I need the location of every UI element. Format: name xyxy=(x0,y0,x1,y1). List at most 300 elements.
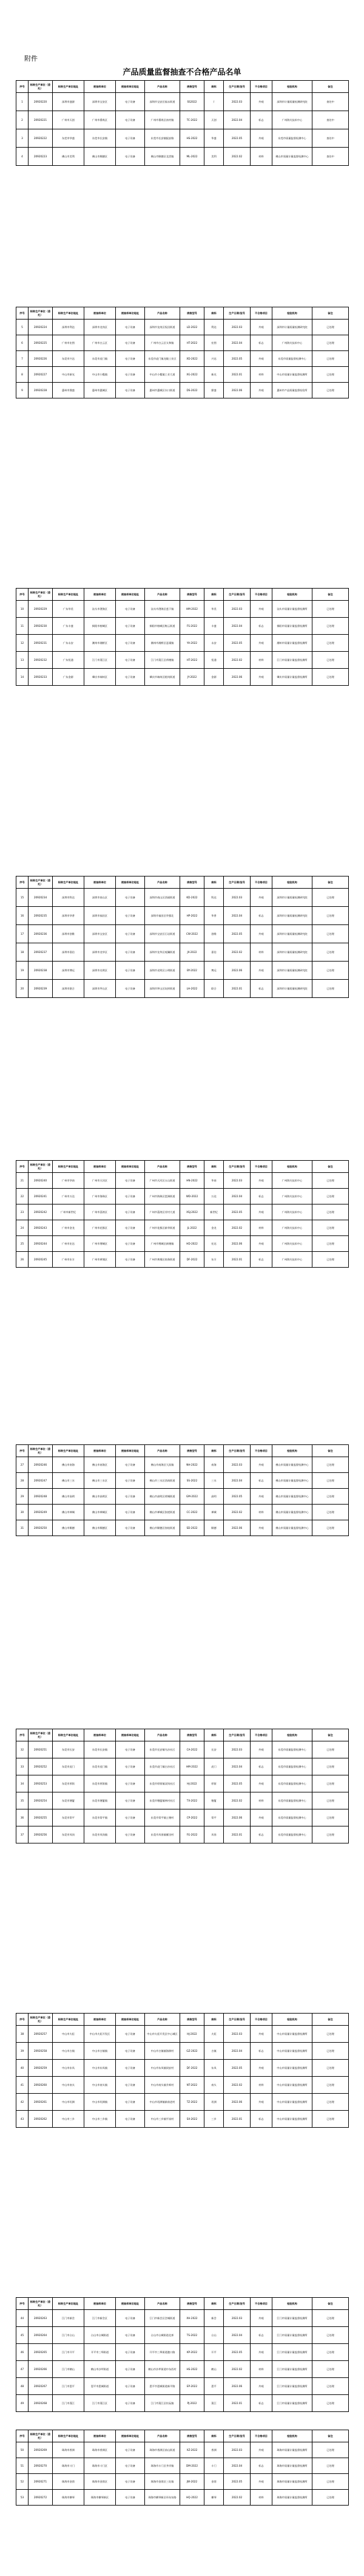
table-cell: 江门市蓬江区 xyxy=(84,2395,116,2412)
column-header: 检验机构 xyxy=(272,876,312,889)
table-cell: 2022.04 xyxy=(224,1189,251,1204)
table-row xyxy=(16,1189,349,1204)
table-cell: 联合 xyxy=(204,980,224,998)
table-cell: KP-2022 xyxy=(180,2344,204,2361)
table-cell: 东莞市华盛 xyxy=(53,129,84,148)
column-header: 产品名称 xyxy=(145,876,180,889)
table-cell: 2022.03 xyxy=(224,93,251,111)
table-cell: 珠海市金湾区 xyxy=(84,2474,116,2490)
table-cell: 江门市蓬江 xyxy=(53,2395,84,2412)
table-cell: 47 xyxy=(16,2361,29,2378)
table-cell: 广州市黄埔区 xyxy=(84,1252,116,1268)
table-cell: 电子设备 xyxy=(116,907,145,925)
table-cell: 48 xyxy=(16,2378,29,2395)
table-cell: 东莞市虎门镇 xyxy=(84,1758,116,1775)
table-cell: 2022.02 xyxy=(224,652,251,669)
table-cell: 20920269 xyxy=(29,2442,53,2458)
column-header: 商标 xyxy=(204,876,224,889)
table-cell: 2022.04 xyxy=(224,335,251,351)
table-cell: 广州市白云区太和镇 xyxy=(145,335,180,351)
table-cell: 广州市白云区 xyxy=(84,335,116,351)
table-cell: 20920239 xyxy=(29,980,53,998)
table-cell: 20920241 xyxy=(29,1189,53,1204)
table-cell: 已处理 xyxy=(312,2490,349,2506)
table-cell: 深圳市龙华区观澜街道 xyxy=(145,943,180,962)
table-row xyxy=(16,925,349,943)
table-cell: 金源 xyxy=(204,669,224,686)
column-header: 标称生产单位（委托） xyxy=(29,1729,53,1741)
column-header: 规格型号 xyxy=(180,307,204,319)
table-row xyxy=(16,1758,349,1775)
table-row xyxy=(16,2111,349,2128)
table-cell: 36 xyxy=(16,1809,29,1826)
table-cell: 东莞市塘厦 xyxy=(53,1792,84,1809)
table-row xyxy=(16,669,349,686)
table-cell: HJ-2022 xyxy=(180,1775,204,1792)
table-cell: 中山市新光 xyxy=(53,367,84,383)
table-row xyxy=(16,943,349,962)
table-cell: 20920247 xyxy=(29,1473,53,1489)
table-cell: 凤岗 xyxy=(204,1826,224,1843)
table-cell: 中山市质量计量监督检测所 xyxy=(272,2043,312,2060)
table-cell: 13 xyxy=(16,652,29,669)
table-cell: 禅城 xyxy=(204,1505,224,1520)
table-cell: 材料 xyxy=(251,1792,272,1809)
table-row xyxy=(16,601,349,618)
table-cell: 20920259 xyxy=(29,2060,53,2077)
table-cell: 2022.06 xyxy=(224,2378,251,2395)
table-cell: 长安 xyxy=(204,1741,224,1758)
column-header: 标称生产单位（委托） xyxy=(29,1445,53,1457)
column-header: 序号 xyxy=(16,876,29,889)
column-header: 不合格项目 xyxy=(251,1729,272,1741)
table-row xyxy=(16,907,349,925)
table-cell: 标志 xyxy=(251,1189,272,1204)
table-cell: 电子设备 xyxy=(116,2026,145,2043)
column-header: 被抽样单位地址 xyxy=(116,2014,145,2026)
column-header: 生产日期/批号 xyxy=(224,2430,251,2442)
table-cell: 广州市宏图 xyxy=(53,335,84,351)
table-cell: 深圳市宝安区 xyxy=(84,93,116,111)
table-cell: 外观 xyxy=(251,2310,272,2327)
table-cell: 20920232 xyxy=(29,652,53,669)
table-cell: 深圳市宝安区石岩街道 xyxy=(145,925,180,943)
table-cell: 材料 xyxy=(251,2077,272,2094)
table-cell: 广州市增城区新塘镇 xyxy=(145,1236,180,1252)
table-cell: 深圳市计量质量检测研究院 xyxy=(272,962,312,980)
table-row xyxy=(16,2344,349,2361)
table-cell: 江门市质量计量监督检测所 xyxy=(272,652,312,669)
table-cell: 2022.02 xyxy=(224,1220,251,1236)
table-cell: 中山市火炬开发区中心城区 xyxy=(145,2026,180,2043)
table-cell: 2022.05 xyxy=(224,1775,251,1792)
table-cell: 电子设备 xyxy=(116,1173,145,1189)
table-cell: 博远 xyxy=(204,962,224,980)
table-cell: 揭阳市质量计量监督检测所 xyxy=(272,618,312,635)
table-cell: 鼎盛 xyxy=(204,383,224,398)
column-header: 标称生产单位（委托） xyxy=(29,876,53,889)
table-cell: 鹤山 xyxy=(204,2361,224,2378)
column-header: 生产日期/批号 xyxy=(224,307,251,319)
table-cell: 1 xyxy=(16,93,29,111)
table-cell: 查处中 xyxy=(312,111,349,129)
column-header: 生产日期/批号 xyxy=(224,2298,251,2310)
table-cell: 已处理 xyxy=(312,980,349,998)
table-cell: 东莞市厚街镇双岗社区 xyxy=(145,1775,180,1792)
table-cell: 潮州市质量计量监督检测所 xyxy=(272,635,312,652)
column-header: 标称生产单位（委托） xyxy=(29,2014,53,2026)
column-header: 被抽样单位 xyxy=(84,589,116,601)
column-header: 规格型号 xyxy=(180,2298,204,2310)
column-header: 序号 xyxy=(16,1161,29,1173)
table-page-9 xyxy=(16,2297,348,2412)
table-cell: 6 xyxy=(16,335,29,351)
column-header: 检验机构 xyxy=(272,1445,312,1457)
table-cell: TZ-2022 xyxy=(180,2094,204,2111)
table-cell: 深圳市光明区公明街道 xyxy=(145,962,180,980)
table-cell: 2022.02 xyxy=(224,943,251,962)
table-cell: 东莞市常平镇土塘村 xyxy=(145,1809,180,1826)
table-cell: 外观 xyxy=(251,383,272,398)
table-row xyxy=(16,2490,349,2506)
table-cell: 深圳市科达 xyxy=(53,889,84,907)
table-cell: 已处理 xyxy=(312,1457,349,1473)
table-cell: 20920231 xyxy=(29,635,53,652)
table-cell: 广州海关技术中心 xyxy=(272,1220,312,1236)
table-cell: 电子设备 xyxy=(116,1826,145,1843)
column-header: 生产日期/批号 xyxy=(224,81,251,93)
table-cell: 外观 xyxy=(251,1520,272,1536)
nonconforming-products-table xyxy=(16,1729,349,1843)
table-cell: 20920242 xyxy=(29,1204,53,1220)
table-cell: 广州海关技术中心 xyxy=(272,1189,312,1204)
table-cell: 电子设备 xyxy=(116,669,145,686)
table-cell: 20920233 xyxy=(29,669,53,686)
table-cell: 41 xyxy=(16,2077,29,2094)
table-cell: 广州市华南 xyxy=(53,1173,84,1189)
table-cell: 广州海关技术中心 xyxy=(272,1236,312,1252)
table-cell: 金龙 xyxy=(204,1220,224,1236)
table-cell: 广州市天河区五山街道 xyxy=(145,1173,180,1189)
table-cell: 广州市东方 xyxy=(53,1252,84,1268)
table-cell: 30 xyxy=(16,1505,29,1520)
table-cell: 珠海市金湾区三灶镇 xyxy=(145,2474,180,2490)
table-cell: 南海 xyxy=(204,1457,224,1473)
table-cell: 广州市新世纪 xyxy=(53,1204,84,1220)
table-cell: 2022.05 xyxy=(224,635,251,652)
table-cell: 查处中 xyxy=(312,148,349,166)
table-cell: TX-2022 xyxy=(180,1792,204,1809)
column-header: 规格型号 xyxy=(180,1729,204,1741)
table-cell: 华盛 xyxy=(204,129,224,148)
table-cell: 2022.01 xyxy=(224,1826,251,1843)
table-cell: EP-2022 xyxy=(180,2378,204,2395)
table-cell: DM-2022 xyxy=(180,2458,204,2474)
table-cell: 电子设备 xyxy=(116,2474,145,2490)
table-cell: 已处理 xyxy=(312,1189,349,1204)
table-cell: 东莞市塘厦镇林村社区 xyxy=(145,1792,180,1809)
table-cell: 已处理 xyxy=(312,1741,349,1758)
table-cell: 20920236 xyxy=(29,925,53,943)
table-cell: 已处理 xyxy=(312,2310,349,2327)
table-cell: 电子设备 xyxy=(116,1775,145,1792)
table-cell: 20920271 xyxy=(29,2474,53,2490)
table-cell: 已处理 xyxy=(312,2327,349,2344)
table-cell: 利达 xyxy=(204,319,224,335)
table-row xyxy=(16,148,349,166)
table-row xyxy=(16,1252,349,1268)
column-header: 标称生产单位地址 xyxy=(53,1445,84,1457)
table-cell: 深圳市计量质量检测研究院 xyxy=(272,980,312,998)
table-cell: HN-2022 xyxy=(180,1173,204,1189)
table-cell: 已处理 xyxy=(312,1220,349,1236)
table-row xyxy=(16,2060,349,2077)
table-cell: 中山市火炬开发区 xyxy=(84,2026,116,2043)
table-row xyxy=(16,335,349,351)
table-cell: 已处理 xyxy=(312,1792,349,1809)
table-cell: SD-2022 xyxy=(180,1520,204,1536)
table-cell: 33 xyxy=(16,1758,29,1775)
table-cell: 2022.05 xyxy=(224,2474,251,2490)
table-cell: 广州市万达 xyxy=(53,1189,84,1204)
table-cell: 20920272 xyxy=(29,2490,53,2506)
table-cell: 东莞市厚街 xyxy=(53,1775,84,1792)
table-cell: 标志 xyxy=(251,2327,272,2344)
table-cell: 江门市蓬江区杜阮镇 xyxy=(145,2395,180,2412)
table-cell: TS-2022 xyxy=(180,2327,204,2344)
table-cell: 标志 xyxy=(251,980,272,998)
column-header: 标称生产单位（委托） xyxy=(29,2430,53,2442)
table-cell: KD-2022 xyxy=(180,889,204,907)
column-header: 标称生产单位（委托） xyxy=(29,307,53,319)
table-cell: 已处理 xyxy=(312,2378,349,2395)
table-cell: 标志 xyxy=(251,2458,272,2474)
table-cell: 标志 xyxy=(251,1252,272,1268)
table-row xyxy=(16,2026,349,2043)
table-cell: 20920261 xyxy=(29,2094,53,2111)
table-cell: 东莞市凤岗镇雁田村 xyxy=(145,1826,180,1843)
table-cell: 电子设备 xyxy=(116,2490,145,2506)
table-cell: 查处中 xyxy=(312,93,349,111)
table-cell: 12 xyxy=(16,635,29,652)
nonconforming-products-table xyxy=(16,2430,349,2506)
column-header: 商标 xyxy=(204,589,224,601)
table-cell: 材料 xyxy=(251,1505,272,1520)
table-cell: 电子设备 xyxy=(116,2310,145,2327)
table-page-8 xyxy=(16,2013,348,2128)
table-cell: 东莞市质量监督检测中心 xyxy=(272,129,312,148)
table-cell: 标志 xyxy=(251,618,272,635)
table-cell: 深圳市联合 xyxy=(53,980,84,998)
table-cell: 40 xyxy=(16,2060,29,2077)
column-header: 备注 xyxy=(312,589,349,601)
table-row xyxy=(16,1457,349,1473)
column-header: 商标 xyxy=(204,307,224,319)
table-cell: 已处理 xyxy=(312,383,349,398)
table-cell: 20 xyxy=(16,980,29,998)
table-cell: 20920250 xyxy=(29,1520,53,1536)
column-header: 不合格项目 xyxy=(251,1161,272,1173)
column-header: 规格型号 xyxy=(180,1445,204,1457)
table-cell: 2022.03 xyxy=(224,1741,251,1758)
table-row xyxy=(16,1505,349,1520)
table-cell: 2022.03 xyxy=(224,889,251,907)
table-cell: 电子设备 xyxy=(116,1809,145,1826)
table-cell: 深圳市南山区西丽街道 xyxy=(145,889,180,907)
table-cell: 佛山市南海区大沥镇 xyxy=(145,1457,180,1473)
table-cell: 广州海关技术中心 xyxy=(272,111,312,129)
table-cell: 已处理 xyxy=(312,1809,349,1826)
table-cell: 已处理 xyxy=(312,618,349,635)
table-cell: 肇庆市质量计量监督检测所 xyxy=(272,669,312,686)
table-cell: 20920252 xyxy=(29,1758,53,1775)
table-cell: 佛山市质量计量监督检测中心 xyxy=(272,1505,312,1520)
table-row xyxy=(16,652,349,669)
table-cell: 深圳市宝安区福永街道 xyxy=(145,93,180,111)
table-row xyxy=(16,1236,349,1252)
table-cell: 20920225 xyxy=(29,335,53,351)
table-cell: SS2022 xyxy=(180,93,204,111)
column-header: 标称生产单位地址 xyxy=(53,307,84,319)
table-cell: 20920234 xyxy=(29,889,53,907)
table-cell: 东莞市虎门 xyxy=(53,1758,84,1775)
table-cell: 广东恒通 xyxy=(53,652,84,669)
table-cell: 已处理 xyxy=(312,2344,349,2361)
column-header: 被抽样单位 xyxy=(84,2014,116,2026)
column-header: 被抽样单位 xyxy=(84,307,116,319)
table-cell: 东莞市常平镇 xyxy=(84,1809,116,1826)
table-cell: 2022.05 xyxy=(224,351,251,367)
table-cell: 珠海市质量计量监督检测所 xyxy=(272,2458,312,2474)
table-cell: 已处理 xyxy=(312,1204,349,1220)
table-cell: 已处理 xyxy=(312,1775,349,1792)
nonconforming-products-table xyxy=(16,588,349,686)
table-cell: 材料 xyxy=(251,652,272,669)
table-cell: 中山市东凤镇 xyxy=(84,2060,116,2077)
table-cell: 汕头市澄海区 xyxy=(84,601,116,618)
column-header: 被抽样单位地址 xyxy=(116,589,145,601)
table-row xyxy=(16,2094,349,2111)
table-cell: 已处理 xyxy=(312,2442,349,2458)
table-cell: 深圳市计量质量检测研究院 xyxy=(272,319,312,335)
table-cell: 2022.04 xyxy=(224,1758,251,1775)
table-cell: 电子设备 xyxy=(116,1220,145,1236)
table-cell: 珠海市香洲区前山街道 xyxy=(145,2442,180,2458)
table-cell: 揭阳市榕城区 xyxy=(84,618,116,635)
table-cell: 佛山市顺德区北滘镇 xyxy=(145,148,180,166)
table-cell: 标志 xyxy=(251,907,272,925)
table-cell: 20920248 xyxy=(29,1489,53,1505)
table-cell: 已处理 xyxy=(312,652,349,669)
table-cell: 新世纪 xyxy=(204,1204,224,1220)
table-cell: 20920246 xyxy=(29,1457,53,1473)
table-cell: 电子设备 xyxy=(116,129,145,148)
table-cell: 广州市金龙 xyxy=(53,1220,84,1236)
table-cell: CP-2022 xyxy=(180,1809,204,1826)
table-cell: 20920251 xyxy=(29,1741,53,1758)
column-header: 备注 xyxy=(312,1161,349,1173)
column-header: 序号 xyxy=(16,2430,29,2442)
table-cell: 已处理 xyxy=(312,962,349,980)
table-cell: 东莞市长安镇 xyxy=(84,129,116,148)
nonconforming-products-table xyxy=(16,876,349,998)
column-header: 备注 xyxy=(312,1729,349,1741)
table-cell: 塘厦 xyxy=(204,1792,224,1809)
table-cell: 东莞市质量监督检测中心 xyxy=(272,1741,312,1758)
table-page-10 xyxy=(16,2430,348,2506)
table-cell: 佛山市三水 xyxy=(53,1473,84,1489)
column-header: 不合格项目 xyxy=(251,2430,272,2442)
table-cell: 2022.01 xyxy=(224,2395,251,2412)
table-cell: 江门市恩平 xyxy=(53,2378,84,2395)
column-header: 标称生产单位（委托） xyxy=(29,1161,53,1173)
table-cell: 肇庆市端州区睦岗街道 xyxy=(145,669,180,686)
table-cell: 电子设备 xyxy=(116,2327,145,2344)
table-row xyxy=(16,2378,349,2395)
column-header: 标称生产单位地址 xyxy=(53,1729,84,1741)
table-cell: DS-2022 xyxy=(180,383,204,398)
table-cell: XSJ-2022 xyxy=(180,1204,204,1220)
table-cell: 20920265 xyxy=(29,2344,53,2361)
table-cell: 材料 xyxy=(251,943,272,962)
table-cell: 50 xyxy=(16,2442,29,2458)
table-cell: 电子设备 xyxy=(116,1758,145,1775)
table-cell: 电子设备 xyxy=(116,943,145,962)
table-cell: 37 xyxy=(16,1826,29,1843)
table-cell: NH-2022 xyxy=(180,1457,204,1473)
table-cell: 电子设备 xyxy=(116,1741,145,1758)
table-cell: HD-2022 xyxy=(180,1236,204,1252)
table-cell: 广州市海珠区琶洲街道 xyxy=(145,1189,180,1204)
table-cell: 外观 xyxy=(251,2378,272,2395)
table-row xyxy=(16,889,349,907)
table-cell: GM-2022 xyxy=(180,1489,204,1505)
table-cell: 鹤山市沙坪街道中东西村 xyxy=(145,2361,180,2378)
table-cell: 标志 xyxy=(251,2111,272,2128)
table-cell: 东莞市长安 xyxy=(53,1741,84,1758)
table-cell: 2022.04 xyxy=(224,1473,251,1489)
table-cell: 已处理 xyxy=(312,1520,349,1536)
table-cell: 2022.03 xyxy=(224,1173,251,1189)
table-cell: 佛山市质量计量监督检测中心 xyxy=(272,1457,312,1473)
table-cell: 2022.05 xyxy=(224,2344,251,2361)
table-cell: 佛山市质量计量监督检测中心 xyxy=(272,148,312,166)
table-cell: 珠海市质量计量监督检测所 xyxy=(272,2490,312,2506)
table-cell: CC-2022 xyxy=(180,1505,204,1520)
table-cell: 2022.01 xyxy=(224,980,251,998)
table-cell: NT-2022 xyxy=(180,2077,204,2094)
table-cell: 中山市古镇镇 xyxy=(84,2043,116,2060)
table-cell: HT-2022 xyxy=(180,652,204,669)
table-cell: 外观 xyxy=(251,1741,272,1758)
table-cell: 外观 xyxy=(251,601,272,618)
table-cell: 25 xyxy=(16,1236,29,1252)
table-cell: 2022.03 xyxy=(224,1457,251,1473)
table-row xyxy=(16,2395,349,2412)
column-header: 被抽样单位地址 xyxy=(116,81,145,93)
table-cell: 东莞市常平 xyxy=(53,1809,84,1826)
table-cell: 外观 xyxy=(251,1489,272,1505)
column-header: 序号 xyxy=(16,1445,29,1457)
table-cell: 佛山市顺德区 xyxy=(84,148,116,166)
column-header: 被抽样单位地址 xyxy=(116,2430,145,2442)
table-cell: 2022.02 xyxy=(224,2077,251,2094)
table-row xyxy=(16,1809,349,1826)
table-cell: 电子设备 xyxy=(116,319,145,335)
table-cell: 珠海市斗门 xyxy=(53,2458,84,2474)
table-cell: 39 xyxy=(16,2043,29,2060)
column-header: 被抽样单位 xyxy=(84,1161,116,1173)
